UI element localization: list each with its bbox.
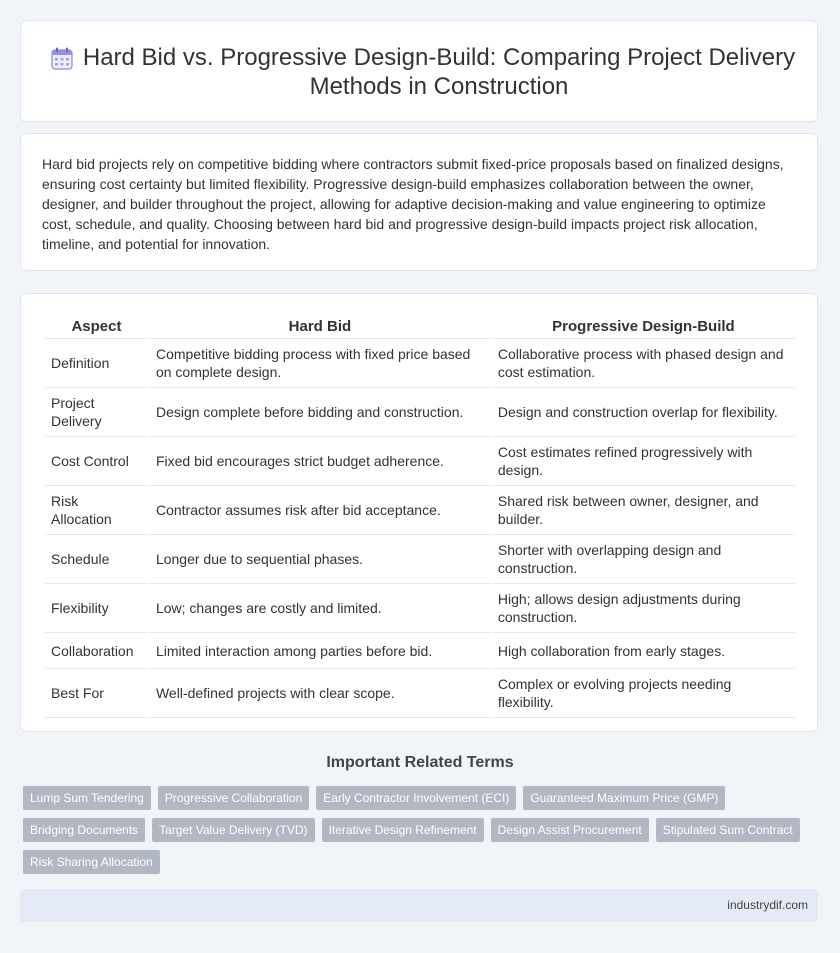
related-term-tag[interactable]: Progressive Collaboration: [158, 786, 309, 810]
page-title: Hard Bid vs. Progressive Design-Build: Comparing Project Delivery Methods in Construction: [82, 44, 796, 100]
aspect-cell: Collaboration: [45, 633, 148, 669]
comparison-card: [20, 293, 818, 732]
related-term-tag[interactable]: Target Value Delivery (TVD): [152, 818, 315, 842]
aspect-cell: Risk Allocation: [45, 486, 148, 535]
table-row: [45, 584, 795, 633]
table-row: [45, 633, 795, 669]
related-term-tag[interactable]: Guaranteed Maximum Price (GMP): [523, 786, 725, 810]
hard-bid-cell: Contractor assumes risk after bid acceptance.: [150, 486, 490, 535]
progressive-cell: High collaboration from early stages.: [492, 633, 795, 669]
hard-bid-cell: Well-defined projects with clear scope.: [150, 669, 490, 718]
table-row: [45, 669, 795, 718]
table-row: [45, 535, 795, 584]
hard-bid-cell: Fixed bid encourages strict budget adherence.: [150, 437, 490, 486]
progressive-cell: High; allows design adjustments during construction.: [492, 584, 795, 633]
related-term-tag[interactable]: Risk Sharing Allocation: [23, 850, 160, 874]
header-hard-bid: Hard Bid: [150, 312, 490, 339]
intro-card: [20, 133, 818, 271]
aspect-cell: Project Delivery: [45, 388, 148, 437]
hard-bid-cell: Design complete before bidding and construction.: [150, 388, 490, 437]
progressive-cell: Shorter with overlapping design and construction.: [492, 535, 795, 584]
hard-bid-cell: Longer due to sequential phases.: [150, 535, 490, 584]
hard-bid-cell: Low; changes are costly and limited.: [150, 584, 490, 633]
related-terms-list: [23, 786, 823, 874]
progressive-cell: Collaborative process with phased design and cost estimation.: [492, 339, 795, 388]
progressive-cell: Cost estimates refined progressively with design.: [492, 437, 795, 486]
table-row: [45, 388, 795, 437]
related-term-tag[interactable]: Bridging Documents: [23, 818, 145, 842]
table-row: [45, 486, 795, 535]
aspect-cell: Flexibility: [45, 584, 148, 633]
hard-bid-cell: Competitive bidding process with fixed price based on complete design.: [150, 339, 490, 388]
comparison-table: [43, 312, 797, 718]
intro-paragraph: Hard bid projects rely on competitive bidding where contractors submit fixed-price proposals based on finalized designs, ensuring cost certainty but limited flexibility. Progressive design-build emphasizes collaboration between the owner, designer, and builder throughout the project, allowing for adaptive decision-making and value engineering to optimize cost, schedule, and quality. Choosing between hard bid and progressive design-build impacts project risk allocation, timeline, and potential for innovation.: [42, 156, 784, 252]
progressive-cell: Shared risk between owner, designer, and builder.: [492, 486, 795, 535]
related-terms-title: Important Related Terms: [326, 754, 514, 771]
aspect-cell: Definition: [45, 339, 148, 388]
table-row: [45, 339, 795, 388]
related-term-tag[interactable]: Lump Sum Tendering: [23, 786, 151, 810]
table-header-row: [45, 312, 795, 339]
footer: [20, 889, 818, 922]
header-progressive-design-build: Progressive Design-Build: [492, 312, 795, 339]
related-term-tag[interactable]: Stipulated Sum Contract: [656, 818, 800, 842]
related-term-tag[interactable]: Early Contractor Involvement (ECI): [316, 786, 516, 810]
related-term-tag[interactable]: Design Assist Procurement: [491, 818, 649, 842]
hard-bid-cell: Limited interaction among parties before bid.: [150, 633, 490, 669]
progressive-cell: Design and construction overlap for flexibility.: [492, 388, 795, 437]
aspect-cell: Best For: [45, 669, 148, 718]
related-term-tag[interactable]: Iterative Design Refinement: [322, 818, 484, 842]
aspect-cell: Schedule: [45, 535, 148, 584]
table-row: [45, 437, 795, 486]
title-card: [20, 20, 818, 122]
aspect-cell: Cost Control: [45, 437, 148, 486]
header-aspect: Aspect: [45, 312, 148, 339]
progressive-cell: Complex or evolving projects needing flexibility.: [492, 669, 795, 718]
footer-site-link[interactable]: industrydif.com: [727, 898, 808, 912]
